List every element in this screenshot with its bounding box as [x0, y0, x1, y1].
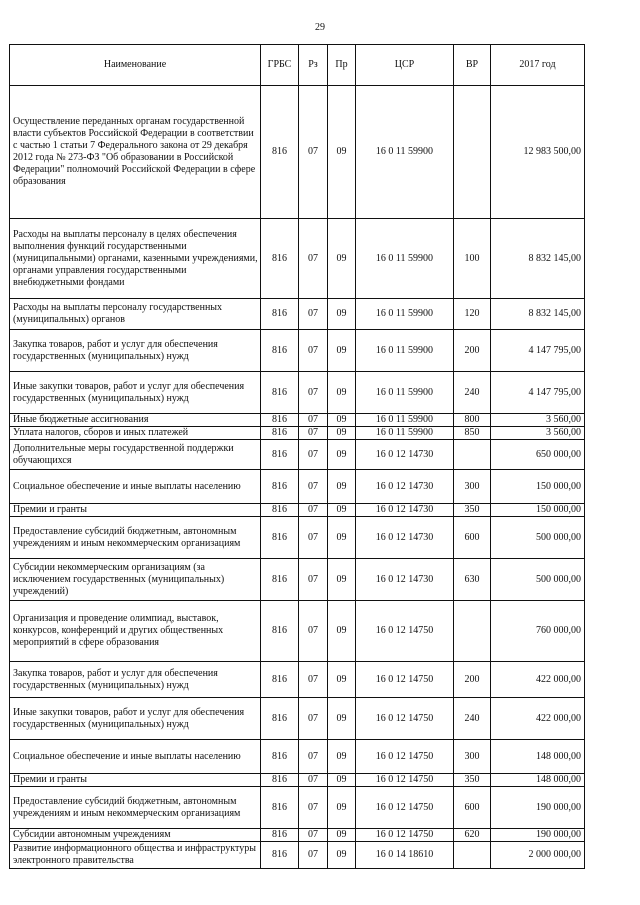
row-rz: 07: [299, 829, 328, 842]
table-row: [10, 740, 585, 774]
row-rz: 07: [299, 504, 328, 517]
row-grbs: 816: [261, 470, 299, 504]
row-csr: 16 0 12 14730: [356, 559, 454, 601]
table-row: [10, 517, 585, 559]
row-vr: 800: [454, 414, 491, 427]
row-name: Субсидии автономным учреждениям: [10, 829, 261, 842]
header-vr: ВР: [454, 45, 491, 86]
row-amount: 148 000,00: [491, 774, 585, 787]
row-vr: 600: [454, 517, 491, 559]
table-row: [10, 470, 585, 504]
row-grbs: 816: [261, 740, 299, 774]
row-name: Расходы на выплаты персоналу в целях обеспечения выполнения функций государственными (муниципальными) органами, казенными учреждениями, органами управления государственными внебюджетными фондами: [10, 219, 261, 299]
row-rz: 07: [299, 299, 328, 330]
row-pr: 09: [328, 299, 356, 330]
row-grbs: 816: [261, 299, 299, 330]
row-pr: 09: [328, 740, 356, 774]
row-rz: 07: [299, 787, 328, 829]
table-row: [10, 601, 585, 662]
row-grbs: 816: [261, 517, 299, 559]
table-row: [10, 559, 585, 601]
row-amount: 148 000,00: [491, 740, 585, 774]
row-grbs: 816: [261, 601, 299, 662]
row-rz: 07: [299, 414, 328, 427]
row-csr: 16 0 14 18610: [356, 842, 454, 869]
row-amount: 650 000,00: [491, 440, 585, 470]
header-amount: 2017 год: [491, 45, 585, 86]
row-pr: 09: [328, 829, 356, 842]
row-pr: 09: [328, 504, 356, 517]
budget-table: [9, 44, 585, 869]
row-csr: 16 0 11 59900: [356, 219, 454, 299]
row-name: Предоставление субсидий бюджетным, автономным учреждениям и иным некоммерческим организациям: [10, 787, 261, 829]
table-row: [10, 774, 585, 787]
row-csr: 16 0 11 59900: [356, 427, 454, 440]
row-name: Социальное обеспечение и иные выплаты населению: [10, 470, 261, 504]
header-pr: Пр: [328, 45, 356, 86]
row-name: Иные закупки товаров, работ и услуг для обеспечения государственных (муниципальных) нужд: [10, 698, 261, 740]
row-grbs: 816: [261, 698, 299, 740]
row-pr: 09: [328, 330, 356, 372]
row-vr: 630: [454, 559, 491, 601]
row-grbs: 816: [261, 86, 299, 219]
row-rz: 07: [299, 559, 328, 601]
row-vr: 200: [454, 330, 491, 372]
row-amount: 8 832 145,00: [491, 299, 585, 330]
row-pr: 09: [328, 662, 356, 698]
row-name: Осуществление переданных органам государственной власти субъектов Российской Федерации в соответствии с частью 1 статьи 7 Федерального закона от 29 декабря 2012 года № 273-ФЗ "Об образовании в Российской Федерации" полномочий Российской Федерации в сфере образования: [10, 86, 261, 219]
table-row: [10, 698, 585, 740]
row-name: Социальное обеспечение и иные выплаты населению: [10, 740, 261, 774]
table-row: [10, 662, 585, 698]
row-grbs: 816: [261, 440, 299, 470]
row-amount: 2 000 000,00: [491, 842, 585, 869]
row-rz: 07: [299, 86, 328, 219]
row-csr: 16 0 11 59900: [356, 299, 454, 330]
row-vr: [454, 601, 491, 662]
row-name: Предоставление субсидий бюджетным, автономным учреждениям и иным некоммерческим организациям: [10, 517, 261, 559]
row-csr: 16 0 12 14730: [356, 440, 454, 470]
row-name: Закупка товаров, работ и услуг для обеспечения государственных (муниципальных) нужд: [10, 330, 261, 372]
table-row: [10, 427, 585, 440]
row-rz: 07: [299, 330, 328, 372]
row-vr: 350: [454, 774, 491, 787]
row-vr: [454, 842, 491, 869]
row-amount: 190 000,00: [491, 829, 585, 842]
row-csr: 16 0 12 14750: [356, 740, 454, 774]
row-vr: 100: [454, 219, 491, 299]
row-pr: 09: [328, 372, 356, 414]
row-amount: 190 000,00: [491, 787, 585, 829]
row-pr: 09: [328, 842, 356, 869]
header-csr: ЦСР: [356, 45, 454, 86]
row-grbs: 816: [261, 504, 299, 517]
table-row: [10, 299, 585, 330]
row-pr: 09: [328, 427, 356, 440]
table-row: [10, 330, 585, 372]
table-row: [10, 787, 585, 829]
row-vr: 200: [454, 662, 491, 698]
row-grbs: 816: [261, 774, 299, 787]
row-grbs: 816: [261, 372, 299, 414]
row-rz: 07: [299, 517, 328, 559]
table-body: [10, 86, 585, 869]
row-name: Уплата налогов, сборов и иных платежей: [10, 427, 261, 440]
row-pr: 09: [328, 219, 356, 299]
row-vr: 300: [454, 740, 491, 774]
row-grbs: 816: [261, 330, 299, 372]
row-amount: 422 000,00: [491, 662, 585, 698]
row-rz: 07: [299, 219, 328, 299]
row-pr: 09: [328, 774, 356, 787]
row-pr: 09: [328, 517, 356, 559]
row-rz: 07: [299, 470, 328, 504]
table-row: [10, 504, 585, 517]
row-csr: 16 0 12 14730: [356, 470, 454, 504]
row-vr: 240: [454, 698, 491, 740]
row-rz: 07: [299, 842, 328, 869]
row-grbs: 816: [261, 414, 299, 427]
row-csr: 16 0 11 59900: [356, 86, 454, 219]
row-rz: 07: [299, 740, 328, 774]
row-vr: 600: [454, 787, 491, 829]
row-name: Расходы на выплаты персоналу государственных (муниципальных) органов: [10, 299, 261, 330]
row-csr: 16 0 12 14750: [356, 601, 454, 662]
row-csr: 16 0 11 59900: [356, 414, 454, 427]
header-name: Наименование: [10, 45, 261, 86]
row-pr: 09: [328, 559, 356, 601]
row-csr: 16 0 12 14750: [356, 787, 454, 829]
row-grbs: 816: [261, 219, 299, 299]
row-name: Иные закупки товаров, работ и услуг для обеспечения государственных (муниципальных) нужд: [10, 372, 261, 414]
row-pr: 09: [328, 470, 356, 504]
table-header-row: [10, 45, 585, 86]
row-csr: 16 0 11 59900: [356, 372, 454, 414]
row-vr: [454, 86, 491, 219]
row-name: Премии и гранты: [10, 774, 261, 787]
header-grbs: ГРБС: [261, 45, 299, 86]
row-amount: 3 560,00: [491, 427, 585, 440]
row-amount: 760 000,00: [491, 601, 585, 662]
row-amount: 3 560,00: [491, 414, 585, 427]
row-vr: 620: [454, 829, 491, 842]
row-amount: 150 000,00: [491, 470, 585, 504]
row-amount: 500 000,00: [491, 559, 585, 601]
table-row: [10, 842, 585, 869]
row-name: Организация и проведение олимпиад, выставок, конкурсов, конференций и других общественных мероприятий в сфере образования: [10, 601, 261, 662]
row-grbs: 816: [261, 829, 299, 842]
row-csr: 16 0 12 14750: [356, 698, 454, 740]
row-vr: 350: [454, 504, 491, 517]
row-amount: 422 000,00: [491, 698, 585, 740]
row-name: Иные бюджетные ассигнования: [10, 414, 261, 427]
table-row: [10, 219, 585, 299]
row-rz: 07: [299, 372, 328, 414]
row-rz: 07: [299, 774, 328, 787]
row-csr: 16 0 12 14730: [356, 517, 454, 559]
row-name: Развитие информационного общества и инфраструктуры электронного правительства: [10, 842, 261, 869]
row-pr: 09: [328, 440, 356, 470]
row-vr: 120: [454, 299, 491, 330]
table-row: [10, 440, 585, 470]
table-row: [10, 86, 585, 219]
row-amount: 4 147 795,00: [491, 330, 585, 372]
row-pr: 09: [328, 414, 356, 427]
row-vr: [454, 440, 491, 470]
row-amount: 12 983 500,00: [491, 86, 585, 219]
row-grbs: 816: [261, 662, 299, 698]
page-number: 29: [315, 22, 325, 33]
row-name: Субсидии некоммерческим организациям (за исключением государственных (муниципальных) учреждений): [10, 559, 261, 601]
row-name: Премии и гранты: [10, 504, 261, 517]
row-rz: 07: [299, 427, 328, 440]
row-vr: 300: [454, 470, 491, 504]
row-name: Закупка товаров, работ и услуг для обеспечения государственных (муниципальных) нужд: [10, 662, 261, 698]
row-amount: 500 000,00: [491, 517, 585, 559]
row-rz: 07: [299, 601, 328, 662]
row-csr: 16 0 12 14750: [356, 662, 454, 698]
row-csr: 16 0 12 14750: [356, 829, 454, 842]
table-row: [10, 414, 585, 427]
row-csr: 16 0 11 59900: [356, 330, 454, 372]
row-pr: 09: [328, 787, 356, 829]
row-csr: 16 0 12 14750: [356, 774, 454, 787]
row-pr: 09: [328, 698, 356, 740]
row-rz: 07: [299, 698, 328, 740]
row-vr: 850: [454, 427, 491, 440]
row-name: Дополнительные меры государственной поддержки обучающихся: [10, 440, 261, 470]
row-amount: 8 832 145,00: [491, 219, 585, 299]
row-amount: 150 000,00: [491, 504, 585, 517]
table-row: [10, 829, 585, 842]
row-grbs: 816: [261, 559, 299, 601]
header-rz: Рз: [299, 45, 328, 86]
row-vr: 240: [454, 372, 491, 414]
row-rz: 07: [299, 662, 328, 698]
table-row: [10, 372, 585, 414]
row-csr: 16 0 12 14730: [356, 504, 454, 517]
row-amount: 4 147 795,00: [491, 372, 585, 414]
row-grbs: 816: [261, 427, 299, 440]
row-grbs: 816: [261, 842, 299, 869]
row-pr: 09: [328, 601, 356, 662]
row-grbs: 816: [261, 787, 299, 829]
row-rz: 07: [299, 440, 328, 470]
row-pr: 09: [328, 86, 356, 219]
